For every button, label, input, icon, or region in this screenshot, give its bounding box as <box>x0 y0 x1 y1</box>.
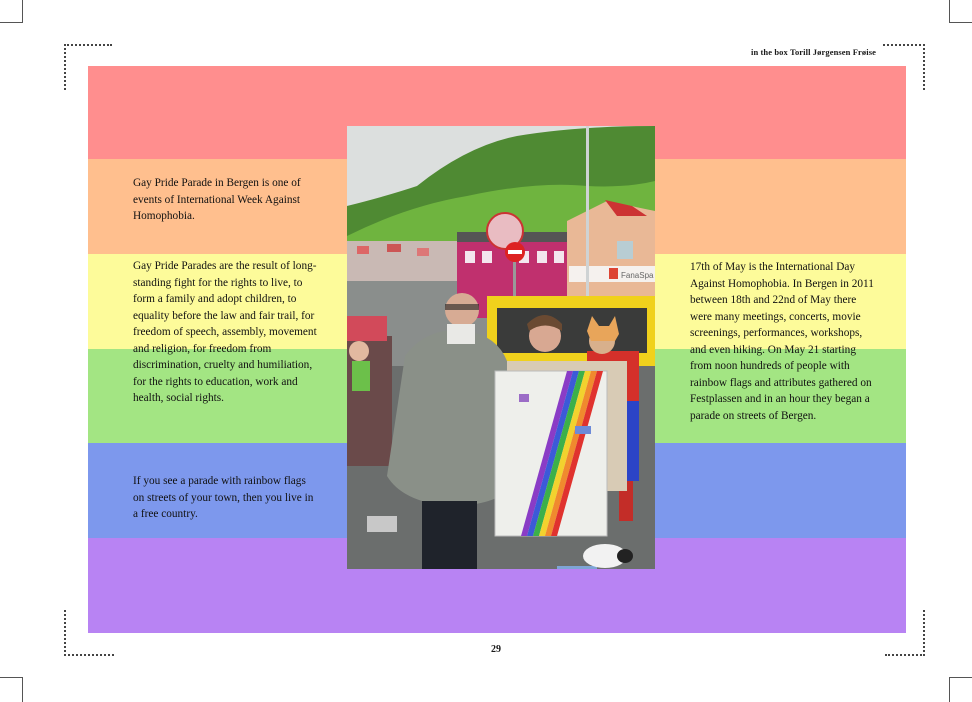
crowd-face <box>349 341 369 361</box>
roof <box>387 244 401 252</box>
fanaspa-logo-icon <box>609 268 618 279</box>
left-paragraph-rights: Gay Pride Parades are the result of long-standing fight for the rights to live, to form a family and adopt children, to equality before the law and fair trail, for freedom of speech, assembly, movement and religion, for freedom from discrimination, cruelty and humiliation, for the rights to education, work and health, social rights. <box>133 260 317 404</box>
sticker <box>575 426 591 434</box>
jeans <box>557 566 597 569</box>
dark-trousers <box>422 501 477 569</box>
road-marking <box>367 516 397 532</box>
right-paragraph-may-17: 17th of May is the International Day Against Homophobia. In Bergen in 2011 between 18th and 22nd of May there were many meetings, concerts, movie screenings, performances, workshops, and even hiking. On May 21 starting from noon hundreds of people with rainbow flags and attributes gathered on Festplassen and in an hour they began a parade on streets of Bergen. <box>690 261 874 422</box>
orange-building-window <box>617 241 633 259</box>
white-scarf <box>447 324 475 344</box>
crop-mark-top-right <box>949 0 972 23</box>
heart-sticker <box>519 394 529 402</box>
page-number: 29 <box>491 644 501 655</box>
fanaspa-sign-text: FanaSpa <box>621 271 654 280</box>
grey-coat <box>387 330 512 506</box>
roof <box>357 246 369 254</box>
glasses <box>445 304 479 310</box>
running-head: in the box Torill Jørgensen Frøise <box>750 47 876 57</box>
crop-mark-top-left <box>0 0 23 23</box>
dog-head-patch <box>617 549 633 563</box>
parade-photo <box>347 126 655 569</box>
left-paragraph-free-country: If you see a parade with rainbow flags on streets of your town, then you live in a free country. <box>133 475 314 520</box>
crop-mark-bottom-left <box>0 677 23 702</box>
roof <box>417 248 429 256</box>
crop-mark-bottom-right <box>949 677 972 702</box>
bus-windows <box>497 308 647 353</box>
umbrella <box>347 316 387 341</box>
green-jacket <box>352 361 370 391</box>
left-paragraph-intro: Gay Pride Parade in Bergen is one of events of International Week Against Homophobia. <box>133 177 301 222</box>
no-entry-bar <box>508 250 522 254</box>
parade-photo-illustration <box>347 126 655 569</box>
